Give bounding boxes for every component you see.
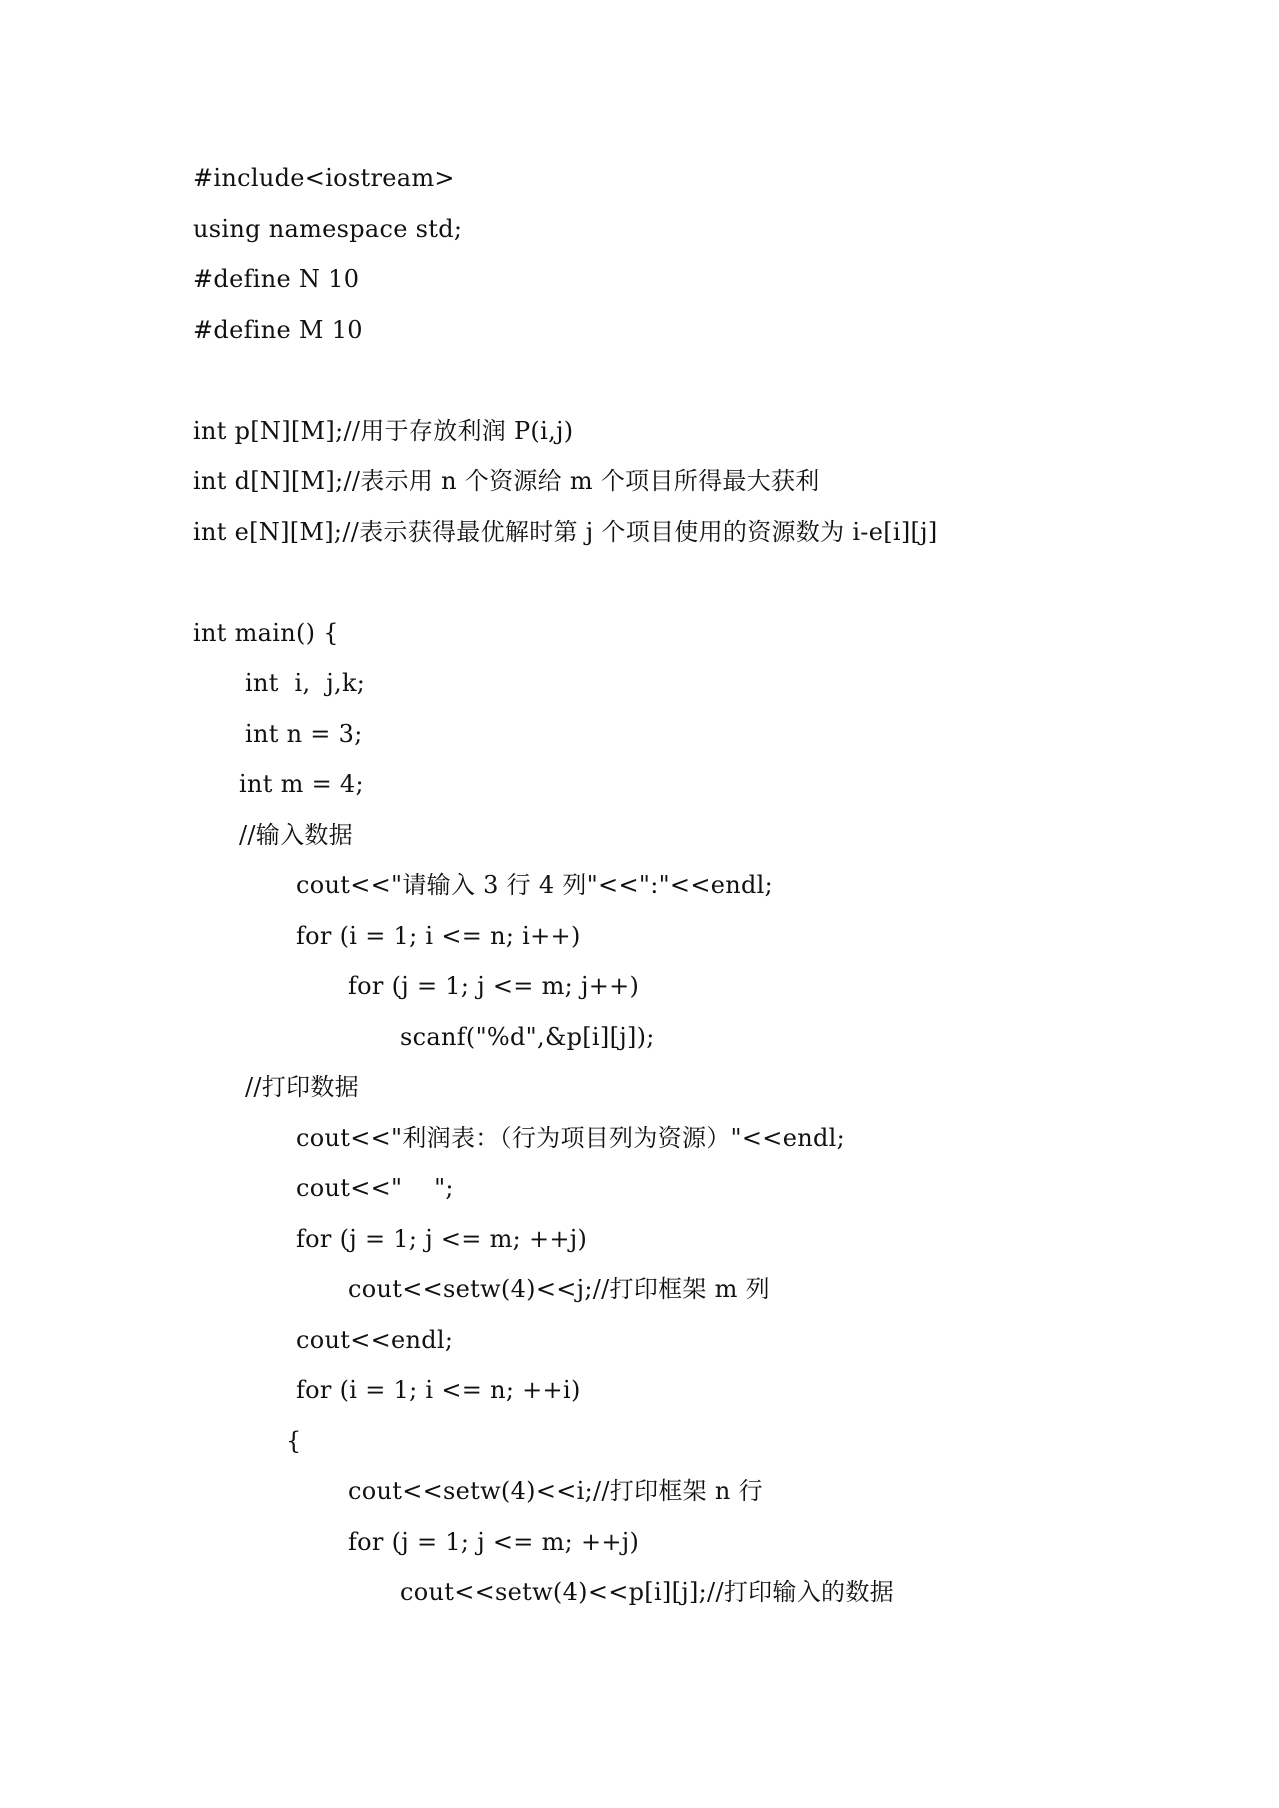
code-line: int m = 4;	[239, 770, 364, 798]
code-line: cout<<endl;	[296, 1326, 454, 1354]
code-line: for (j = 1; j <= m; ++j)	[348, 1528, 640, 1556]
code-line: #define M 10	[193, 316, 363, 344]
code-line: cout<<"请输入 3 行 4 列"<<":"<<endl;	[296, 871, 774, 899]
code-line: using namespace std;	[193, 215, 463, 243]
code-line: for (i = 1; i <= n; i++)	[296, 922, 581, 950]
code-line: int main() {	[193, 619, 339, 647]
code-line: #include<iostream>	[193, 164, 455, 192]
code-line: #define N 10	[193, 265, 360, 293]
code-line: int e[N][M];//表示获得最优解时第 j 个项目使用的资源数为 i-e[i][j]	[193, 518, 938, 546]
code-line: for (i = 1; i <= n; ++i)	[296, 1376, 581, 1404]
code-line: int p[N][M];//用于存放利润 P(i,j)	[193, 417, 574, 445]
code-line: cout<<" ";	[296, 1174, 454, 1202]
code-line: cout<<setw(4)<<j;//打印框架 m 列	[348, 1275, 770, 1303]
code-line: {	[286, 1427, 302, 1455]
code-line: cout<<"利润表：（行为项目列为资源）"<<endl;	[296, 1124, 845, 1152]
code-line: //打印数据	[245, 1073, 359, 1101]
code-line: cout<<setw(4)<<p[i][j];//打印输入的数据	[400, 1578, 894, 1606]
code-line: cout<<setw(4)<<i;//打印框架 n 行	[348, 1477, 763, 1505]
code-line: scanf("%d",&p[i][j]);	[400, 1023, 655, 1051]
code-line: int n = 3;	[245, 720, 363, 748]
code-line: for (j = 1; j <= m; j++)	[348, 972, 640, 1000]
code-line: //输入数据	[239, 821, 353, 849]
code-line: int i, j,k;	[245, 669, 366, 697]
code-line: for (j = 1; j <= m; ++j)	[296, 1225, 588, 1253]
code-line: int d[N][M];//表示用 n 个资源给 m 个项目所得最大获利	[193, 467, 820, 495]
